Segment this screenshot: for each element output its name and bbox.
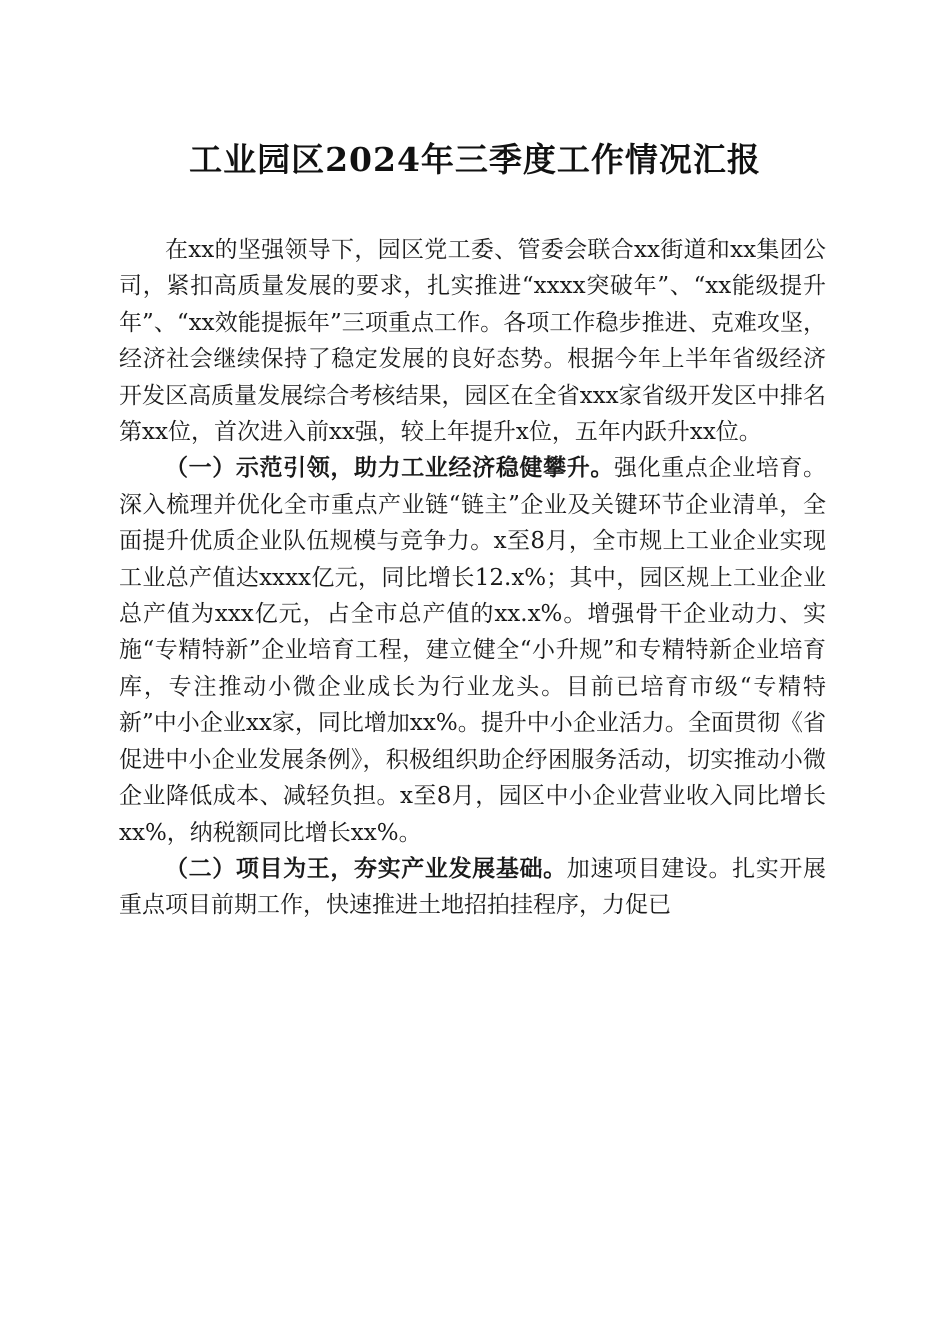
paragraph-section-2 — [119, 851, 826, 924]
paragraph-text: 在xx的坚强领导下，园区党工委、管委会联合xx街道和xx集团公司，紧扣高质量发展的要求，扎实推进“xxxx突破年”、“xx能级提升年”、“xx效能提振年”三项重点工作。各项工作稳步推进、克难攻坚，经济社会继续保持了稳定发展的良好态势。根据今年上半年省级经济开发区高质量发展综合考核结果，园区在全省xxx家省级开发区中排名第xx位，首次进入前xx强，较上年提升x位，五年内跃升xx位。 — [119, 237, 826, 446]
paragraph-text: 加速项目建设。扎实开展重点项目前期工作，快速推进土地招拍挂程序，力促已 — [119, 855, 827, 919]
section-heading-1: （一）示范引领，助力工业经济稳健攀升。 — [165, 454, 614, 482]
document-title: 工业园区2024年三季度工作情况汇报 — [189, 140, 761, 179]
section-heading-2: （二）项目为王，夯实产业发展基础。 — [165, 854, 567, 882]
paragraph-text: 强化重点企业培育。深入梳理并优化全市重点产业链“链主”企业及关键环节企业清单，全面提升优质企业队伍规模与竞争力。x至8月，全市规上工业企业实现工业总产值达xxxx亿元，同比增长12.x%；其中，园区规上工业企业总产值为xxx亿元，占全市总产值的xx.x%。增强骨干企业动力、实施“专精特新”企业培育工程，建立健全“小升规”和专精特新企业培育库，专注推动小微企业成长为行业龙头。目前已培育市级“专精特新”中小企业xx家，同比增加xx%。提升中小企业活力。全面贯彻《省促进中小企业发展条例》，积极组织助企纾困服务活动，切实推动小微企业降低成本、减轻负担。x至8月，园区中小企业营业收入同比增长xx%，纳税额同比增长xx%。 — [119, 455, 827, 846]
paragraph-section-1 — [119, 450, 826, 850]
paragraph-intro — [119, 232, 826, 450]
document-body — [119, 232, 826, 924]
